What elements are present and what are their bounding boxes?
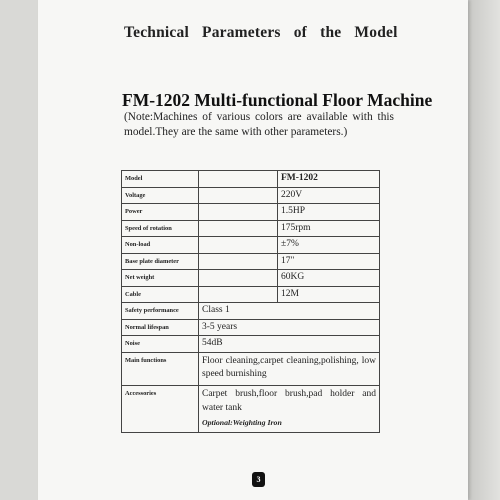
- spec-value: 60KG: [278, 270, 380, 287]
- accessories-cell: [199, 386, 380, 433]
- spec-label: Normal lifespan: [122, 319, 199, 336]
- spec-blank-cell: [199, 187, 278, 204]
- spec-label: Base plate diameter: [122, 253, 199, 270]
- table-row: [122, 386, 380, 433]
- table-row: [122, 270, 380, 287]
- table-row: [122, 286, 380, 303]
- model-note: (Note:Machines of various colors are available with this model.They are the same with other parameters.): [124, 111, 394, 138]
- spec-value: 12M: [278, 286, 380, 303]
- table-row: [122, 352, 380, 386]
- spec-value: 54dB: [199, 336, 380, 353]
- spec-value: ±7%: [278, 237, 380, 254]
- spec-label: Model: [122, 171, 199, 188]
- spec-value: FM-1202: [278, 171, 380, 188]
- table-row: [122, 204, 380, 221]
- table-row: [122, 171, 380, 188]
- spec-value: Class 1: [199, 303, 380, 320]
- table-row: [122, 237, 380, 254]
- spec-label: Accessories: [122, 386, 199, 433]
- table-row: [122, 253, 380, 270]
- spec-value: 220V: [278, 187, 380, 204]
- spec-label: Safety performance: [122, 303, 199, 320]
- spec-label: Main functions: [122, 352, 199, 386]
- table-row: [122, 187, 380, 204]
- spec-blank-cell: [199, 253, 278, 270]
- spec-value: 17": [278, 253, 380, 270]
- spec-blank-cell: [199, 237, 278, 254]
- page-heading: Technical Parameters of the Model: [124, 24, 398, 41]
- page-number-badge: 3: [252, 472, 265, 487]
- table-row: [122, 220, 380, 237]
- page-edge: [468, 0, 500, 500]
- spec-label: Net weight: [122, 270, 199, 287]
- spec-label: Power: [122, 204, 199, 221]
- spec-blank-cell: [199, 286, 278, 303]
- spec-value: 175rpm: [278, 220, 380, 237]
- spec-value: 1.5HP: [278, 204, 380, 221]
- spec-blank-cell: [199, 204, 278, 221]
- spec-value: Carpet brush,floor brush,pad holder and water tank: [202, 389, 376, 413]
- spec-label: Cable: [122, 286, 199, 303]
- spec-blank-cell: [199, 220, 278, 237]
- spec-blank-cell: [199, 270, 278, 287]
- spec-value: Floor cleaning,carpet cleaning,polishing, low speed burnishing: [199, 352, 380, 386]
- spec-label: Voltage: [122, 187, 199, 204]
- spec-label: Noise: [122, 336, 199, 353]
- spec-blank-cell: [199, 171, 278, 188]
- optional-accessory: Optional:Weighting Iron: [202, 417, 282, 427]
- table-row: [122, 303, 380, 320]
- spec-label: Speed of rotation: [122, 220, 199, 237]
- table-row: [122, 319, 380, 336]
- spec-label: Non-load: [122, 237, 199, 254]
- spec-table: [121, 170, 380, 433]
- model-title: FM-1202 Multi-functional Floor Machine: [122, 90, 433, 110]
- table-row: [122, 336, 380, 353]
- spec-value: 3-5 years: [199, 319, 380, 336]
